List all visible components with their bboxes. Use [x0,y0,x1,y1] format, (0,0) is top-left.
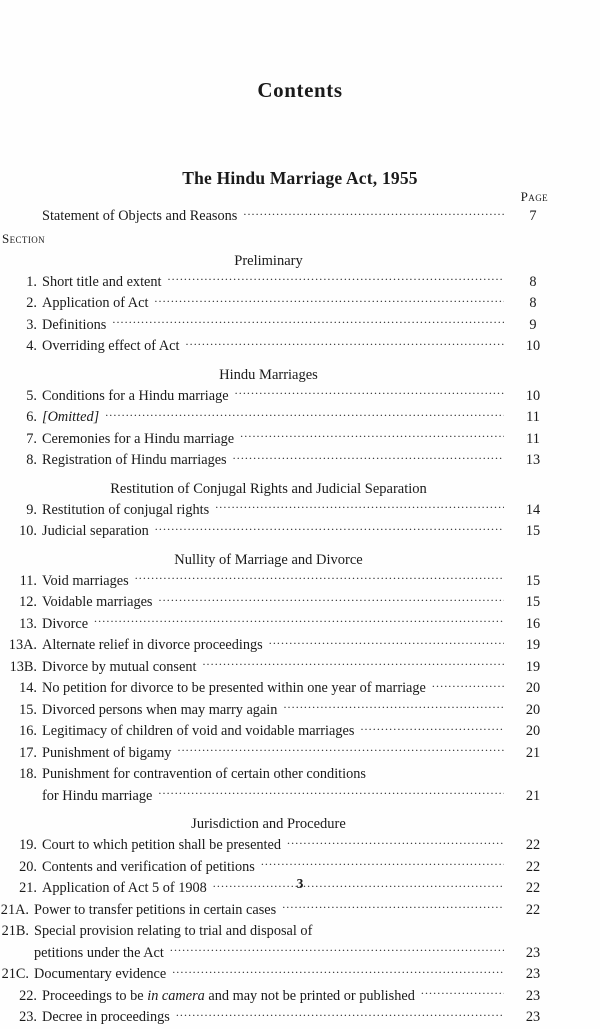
toc-entry[interactable] [0,721,560,743]
entry-number: 21. [19,880,37,896]
dot-leader [176,1008,504,1021]
dot-leader [283,701,504,714]
dot-leader [168,273,504,286]
entry-page-number: 11 [526,430,540,447]
entry-title: Proceedings to be in camera and may not be printed or published [42,987,415,1004]
entry-number: 5. [26,387,37,404]
entry-page-number: 21 [525,787,541,804]
entry-page-number: 20 [525,680,541,696]
entry-number: 21A. [0,901,29,918]
entry-number: 2. [26,295,37,311]
entry-page-number: 15 [525,523,541,539]
act-title: The Hindu Marriage Act, 1955 [182,168,418,188]
dot-leader [269,636,504,649]
dot-leader [421,987,504,1000]
entry-number: 7. [26,430,37,447]
toc-entry[interactable] [0,835,560,857]
folio-number: 3 [296,876,304,891]
toc-entry[interactable] [0,293,560,315]
entry-title: Punishment for contravention of certain other conditions [42,766,366,782]
entry-page-number: 13 [525,452,541,468]
entry-title: Voidable marriages [42,594,153,610]
entry-number: 1. [26,273,37,290]
entry-page-number: 20 [525,701,541,718]
toc-entry[interactable] [0,964,560,986]
entry-number: 9. [26,501,37,518]
entry-title: Divorced persons when may marry again [42,701,278,718]
table-of-contents [0,206,600,1029]
entry-page-number: 15 [525,594,541,610]
entry-page-number: 10 [525,338,541,354]
group-heading: Hindu Marriages [219,366,318,383]
entry-title: Divorce by mutual consent [42,658,197,675]
entry-page-number: 22 [525,858,541,875]
toc-entry[interactable] [0,336,560,358]
entry-number: 18. [19,766,37,782]
entry-number: 8. [26,452,37,468]
toc-entry[interactable] [0,921,560,964]
toc-entry[interactable] [0,678,560,700]
entry-page-number: 14 [525,501,541,518]
toc-entry[interactable] [0,407,560,429]
entry-page-number: 7 [529,208,537,224]
entry-title: Judicial separation [42,523,149,539]
entry-title: Short title and extent [42,273,162,290]
entry-title: Definitions [42,316,107,333]
entry-title: Void marriages [42,572,129,589]
dot-leader [159,593,504,606]
toc-entry[interactable] [0,315,560,337]
entry-title: Legitimacy of children of void and voidable marriages [42,723,355,739]
toc-entry[interactable] [0,500,560,522]
entry-number: 13. [19,615,37,632]
entry-number: 13A. [8,637,37,653]
entry-title: Contents and verification of petitions [42,858,255,875]
entry-title: Documentary evidence [34,966,167,982]
toc-entry[interactable] [0,386,560,408]
entry-number: 12. [19,594,37,610]
entry-title: Ceremonies for a Hindu marriage [42,430,235,447]
group-heading: Jurisdiction and Procedure [191,816,346,832]
entry-number: 15. [19,701,37,718]
toc-entry[interactable] [0,206,560,228]
toc-entry[interactable] [0,614,560,636]
entry-page-number: 11 [526,409,540,425]
section-column-header: Section [2,231,46,246]
toc-entry[interactable] [0,521,560,543]
entry-title: Statement of Objects and Reasons [42,208,238,224]
entry-page-number: 22 [525,901,541,918]
dot-leader [360,722,504,735]
dot-leader [154,294,504,307]
page-column-header: Page [520,189,548,204]
dot-leader [261,858,504,871]
dot-leader [155,522,504,535]
entry-number: 17. [19,744,37,761]
entry-page-number: 9 [529,316,537,333]
dot-leader [202,658,504,671]
dot-leader [235,387,504,400]
dot-leader [287,836,504,849]
entry-number: 23. [19,1009,37,1025]
entry-title: Application of Act [42,295,149,311]
entry-number: 19. [19,837,37,853]
entry-page-number: 23 [525,987,541,1004]
dot-leader [215,501,504,514]
toc-entry[interactable] [0,429,560,451]
entry-title: Decree in proceedings [42,1009,170,1025]
dot-leader [243,207,504,220]
entry-number: 22. [19,987,37,1004]
entry-page-number: 19 [525,658,541,675]
spacer [0,228,600,250]
entry-page-number: 8 [529,273,537,290]
entry-page-number: 22 [525,880,541,896]
dot-leader [135,572,504,585]
toc-entry[interactable] [0,900,560,922]
entry-page-number: 15 [525,572,541,589]
entry-title: Court to which petition shall be presented [42,837,282,853]
entry-number: 13B. [9,658,37,675]
toc-entry[interactable] [0,764,560,807]
toc-entry[interactable] [0,592,560,614]
toc-entry[interactable] [0,743,560,765]
group-heading: Preliminary [234,252,303,269]
entry-number: 10. [19,523,37,539]
entry-title: Registration of Hindu marriages [42,452,227,468]
dot-leader [158,787,504,800]
toc-entry[interactable] [0,571,560,593]
entry-number: 6. [26,409,37,425]
entry-title: Conditions for a Hindu marriage [42,387,229,404]
entry-page-number: 19 [525,637,541,653]
toc-entry[interactable] [0,635,560,657]
entry-title: Power to transfer petitions in certain cases [34,901,277,918]
entry-page-number: 20 [525,723,541,739]
entry-title: Application of Act 5 of 1908 [42,880,207,896]
entry-number: 20. [19,858,37,875]
entry-page-number: 23 [525,944,541,961]
entry-page-number: 16 [525,615,541,632]
entry-title: Restitution of conjugal rights [42,501,210,518]
toc-entry[interactable] [0,857,560,879]
dot-leader [112,316,504,329]
entry-title: No petition for divorce to be presented within one year of marriage [42,680,426,696]
entry-title: Divorce [42,615,89,632]
toc-entry[interactable] [0,986,560,1008]
entry-title: Overriding effect of Act [42,338,180,354]
dot-leader [177,744,504,757]
entry-title: Special provision relating to trial and disposal of [34,923,313,939]
entry-page-number: 10 [525,387,541,404]
dot-leader [240,430,504,443]
toc-entry[interactable] [0,1007,560,1029]
dot-leader [282,901,504,914]
entry-number: 14. [19,680,37,696]
entry-page-number: 23 [525,1009,541,1025]
dot-leader [432,679,504,692]
dot-leader [170,944,504,957]
dot-leader [94,615,504,628]
entry-number: 3. [26,316,37,333]
entry-title: Punishment of bigamy [42,744,172,761]
entry-number: 21C. [1,966,29,982]
dot-leader [172,965,504,978]
entry-title: Alternate relief in divorce proceedings [42,637,263,653]
entry-number: 11. [19,572,37,589]
dot-leader [186,337,505,350]
toc-entry[interactable] [0,272,560,294]
entry-page-number: 23 [525,966,541,982]
entry-title-continued: for Hindu marriage [42,787,153,804]
entry-page-number: 21 [525,744,541,761]
entry-title-continued: petitions under the Act [34,944,164,961]
entry-number: 16. [19,723,37,739]
entry-number: 21B. [1,923,29,939]
toc-entry[interactable] [0,657,560,679]
entry-page-number: 8 [529,295,537,311]
dot-leader [105,408,504,421]
group-heading: Restitution of Conjugal Rights and Judicial Separation [110,480,427,497]
dot-leader [233,451,504,464]
toc-entry[interactable] [0,700,560,722]
toc-entry[interactable] [0,450,560,472]
entry-title: [Omitted] [42,409,100,425]
entry-number: 4. [26,338,37,354]
group-heading: Nullity of Marriage and Divorce [174,551,363,568]
page-title: Contents [257,78,343,102]
entry-page-number: 22 [525,837,541,853]
